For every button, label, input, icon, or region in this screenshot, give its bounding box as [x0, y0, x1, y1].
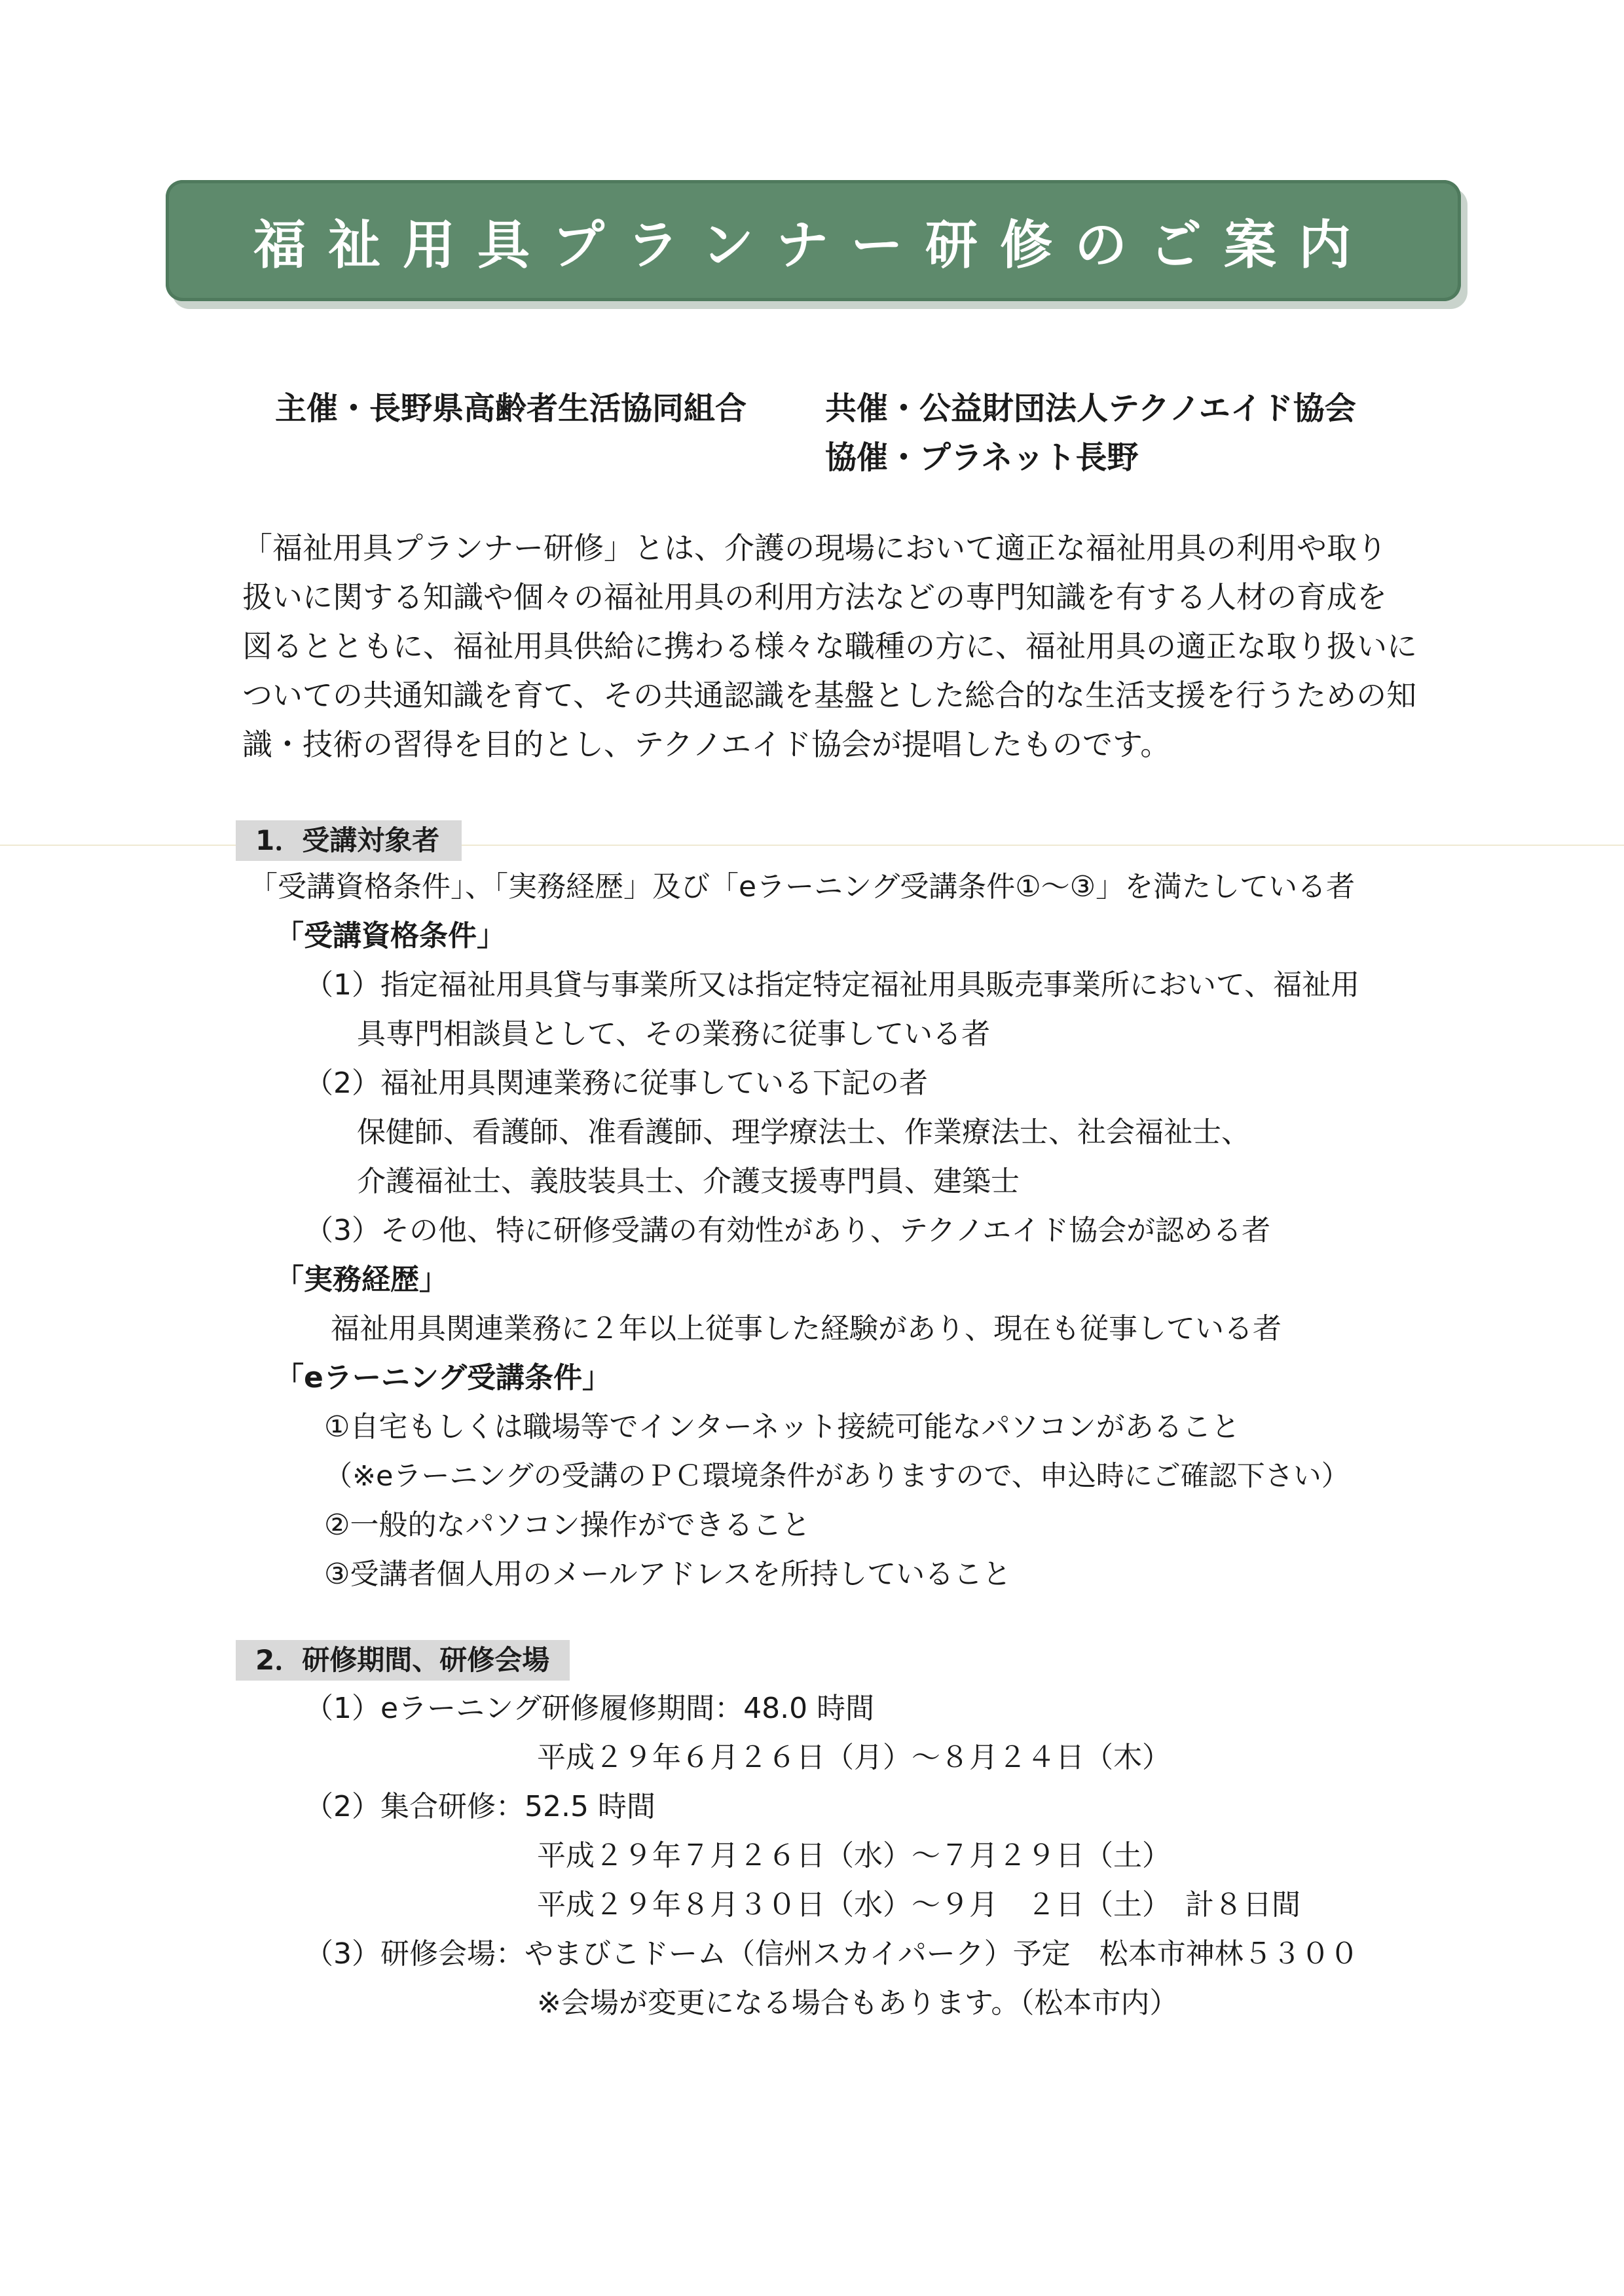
- elearning-heading: 「eラーニング受講条件」: [275, 1361, 611, 1394]
- page-title: 福祉用具プランナー研修のご案内: [253, 215, 1373, 276]
- elearning-item3: ③受講者個人用のメールアドレスを所持していること: [324, 1558, 1012, 1591]
- intro-line: 「福祉用具プランナー研修」とは、介護の現場において適正な福祉用具の利用や取り: [242, 530, 1387, 566]
- group-dates-1: 平成２９年７月２６日（水）～７月２９日（土）: [537, 1839, 1171, 1872]
- section2-heading: 2．研修期間、研修会場: [236, 1640, 570, 1681]
- title-banner: [166, 180, 1461, 301]
- group-training: （2）集合研修：52.5 時間: [304, 1790, 655, 1823]
- cohost-organizer: 共催・公益財団法人テクノエイド協会: [825, 390, 1356, 427]
- intro-line: ついての共通知識を育て、その共通認識を基盤とした総合的な生活支援を行うための知: [242, 678, 1417, 713]
- group-dates-2: 平成２９年８月３０日（水）～９月 ２日（土） 計８日間: [537, 1888, 1301, 1922]
- experience-heading: 「実務経歴」: [275, 1263, 448, 1296]
- elearning-dates: 平成２９年６月２６日（月）～８月２４日（木）: [537, 1741, 1171, 1774]
- qualification-item2-list2: 介護福祉士、義肢装具士、介護支援専門員、建築士: [357, 1165, 1020, 1198]
- intro-line: 扱いに関する知識や個々の福祉用具の利用方法などの専門知識を有する人材の育成を: [242, 579, 1387, 615]
- section1-heading: 1．受講対象者: [236, 820, 462, 861]
- qualification-item2: （2）福祉用具関連業務に従事している下記の者: [304, 1066, 928, 1100]
- qualification-item2-list1: 保健師、看護師、准看護師、理学療法士、作業療法士、社会福祉士、: [357, 1116, 1250, 1149]
- elearning-period: （1）eラーニング研修履修期間：48.0 時間: [304, 1692, 875, 1725]
- intro-paragraph: [242, 524, 1417, 769]
- host-organizer: 主催・長野県高齢者生活協同組合: [275, 390, 747, 427]
- elearning-item1: ①自宅もしくは職場等でインターネット接続可能なパソコンがあること: [324, 1410, 1240, 1444]
- qualification-item1-line2: 具専門相談員として、その業務に従事している者: [357, 1017, 991, 1051]
- training-venue: （3）研修会場：やまびこドーム（信州スカイパーク）予定 松本市神林５３００: [304, 1937, 1359, 1971]
- elearning-note: （※eラーニングの受講のＰＣ環境条件がありますので、申込時にご確認下さい）: [324, 1460, 1350, 1493]
- section1-summary: 「受講資格条件」、「実務経歴」及び「eラーニング受講条件①～③」を満たしている者: [249, 870, 1356, 903]
- elearning-item2: ②一般的なパソコン操作ができること: [324, 1508, 811, 1542]
- venue-note: ※会場が変更になる場合もあります。（松本市内）: [537, 1986, 1179, 2020]
- support-organizer: 協催・プラネット長野: [825, 439, 1139, 476]
- qualification-item3: （3）その他、特に研修受講の有効性があり、テクノエイド協会が認める者: [304, 1214, 1271, 1247]
- intro-line: 識・技術の習得を目的とし、テクノエイド協会が提唱したものです。: [242, 727, 1171, 762]
- intro-line: 図るとともに、福祉用具供給に携わる様々な職種の方に、福祉用具の適正な取り扱いに: [242, 629, 1417, 664]
- experience-text: 福祉用具関連業務に２年以上従事した経験があり、現在も従事している者: [331, 1312, 1282, 1345]
- qualification-heading: 「受講資格条件」: [275, 919, 506, 953]
- qualification-item1-line1: （1）指定福祉用具貸与事業所又は指定特定福祉用具販売事業所において、福祉用: [304, 968, 1360, 1002]
